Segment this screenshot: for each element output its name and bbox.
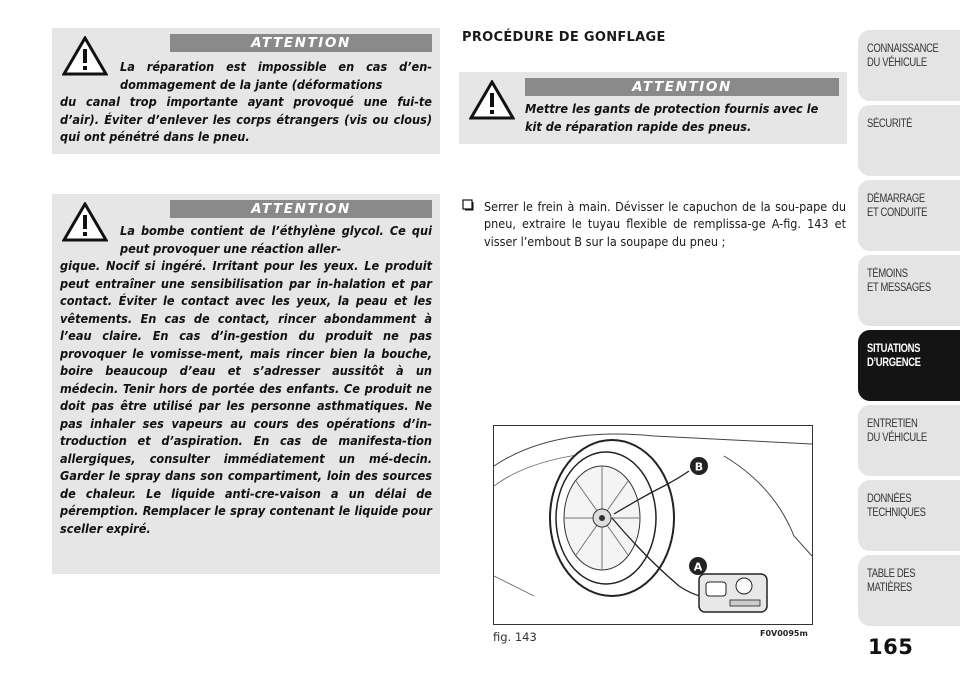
figure-code: F0V0095m [760, 629, 808, 638]
warning-header: ATTENTION [525, 78, 839, 96]
tab-connaissance-du-vehicule[interactable]: CONNAISSANCE DU VÉHICULE [858, 30, 960, 101]
tab-entretien-du-vehicule[interactable]: ENTRETIEN DU VÉHICULE [858, 405, 960, 476]
warning-lead-text: La bombe contient de l’éthylène glycol. Ce qui peut provoquer une réaction aller- [120, 223, 432, 256]
instruction-text: Serrer le frein à main. Dévisser le capuchon de la sou-pape du pneu, extraire le tuyau flexible de remplissa-ge A-fig. 143 et visser l’embout B sur la soupape du pneu ; [484, 199, 846, 249]
warning-rest-text: du canal trop importante ayant provoqué une fui-te d’air). Éviter d’enlever les corps étrangers (vis ou clous) qui ont pénétré dans le pneu. [60, 94, 432, 144]
warning-lead-text: La réparation est impossible en cas d’en-dommagement de la jante (déformations [120, 59, 432, 92]
warning-header: ATTENTION [170, 34, 432, 52]
warning-text [60, 222, 432, 537]
page-number: 165 [868, 635, 914, 659]
label-a: A [693, 560, 703, 574]
figure-tyre-inflation [493, 425, 813, 625]
warning-triangle-icon [469, 80, 515, 120]
chapter-tabs [858, 30, 960, 630]
warning-text: Mettre les gants de protection fournis avec le kit de réparation rapide des pneus. [525, 101, 819, 134]
checkbox-bullet-icon [462, 199, 474, 211]
warning-box-ethylene-glycol [52, 194, 440, 574]
tab-donnees-techniques[interactable]: DONNÉES TECHNIQUES [858, 480, 960, 551]
section-title: PROCÉDURE DE GONFLAGE [462, 30, 666, 45]
warning-box-rim-damage [52, 28, 440, 154]
warning-text [60, 58, 432, 146]
instruction-paragraph [462, 198, 846, 250]
tab-table-des-matieres[interactable]: TABLE DES MATIÈRES [858, 555, 960, 626]
tyre-illustration [494, 426, 812, 624]
tab-demarrage-et-conduite[interactable]: DÉMARRAGE ET CONDUITE [858, 180, 960, 251]
tab-temoins-et-messages[interactable]: TÉMOINS ET MESSAGES [858, 255, 960, 326]
warning-header: ATTENTION [170, 200, 432, 218]
tab-securite[interactable]: SÉCURITÉ [858, 105, 960, 176]
warning-rest-text: gique. Nocif si ingéré. Irritant pour les yeux. Le produit peut entraîner une sensibilisation par in-halation et par contact. Éviter le contact avec les yeux, la peau et les vêtements. En cas de contact, rincer abondamment à l’eau claire. En cas d’in-gestion du produit ne pas provoquer le vomisse-ment, mais rincer bien la bouche, boire beaucoup d’eau et s’adresser aussitôt à un médecin. Tenir hors de portée des enfants. Ce produit ne doit pas être utilisé par les personne asthmatiques. Ne pas inhaler ses vapeurs au cours des opérations d’in-troduction et d’aspiration. En cas de manifesta-tion allergiques, consulter immédiatement un mé-decin. Garder le spray dans son compartiment, loin des sources de chaleur. Le liquide anti-cre-vaison a un délai de péremption. Remplacer le spray contenant le liquide pour sceller expiré. [60, 258, 432, 536]
tab-situations-d-urgence[interactable]: SITUATIONS D’URGENCE [858, 330, 960, 401]
label-b: B [694, 460, 704, 474]
warning-box-gloves [459, 72, 847, 144]
figure-caption: fig. 143 [493, 630, 537, 644]
